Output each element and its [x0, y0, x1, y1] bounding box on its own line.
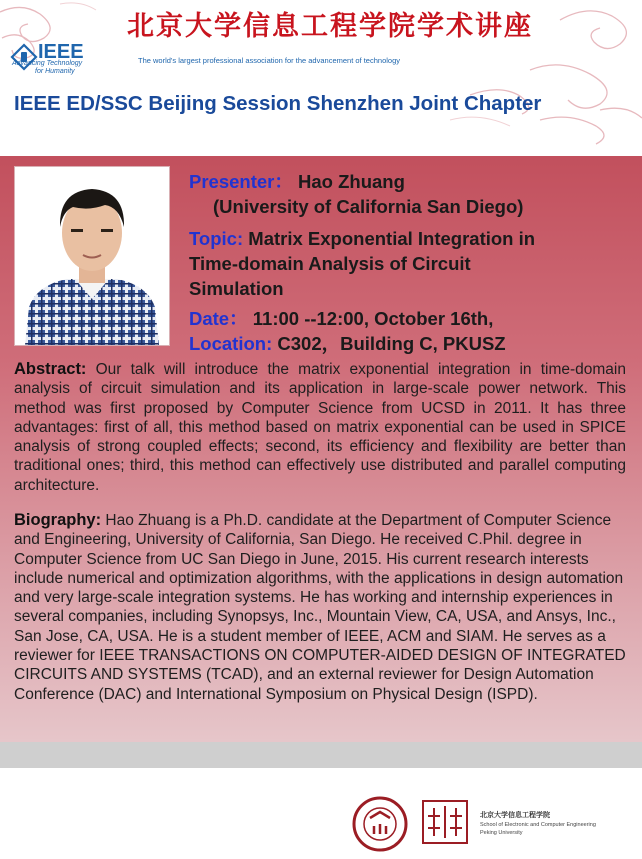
date-value: 11:00 --12:00, October 16th, [252, 308, 494, 329]
topic-text-line2: Time-domain Analysis of Circuit [189, 253, 471, 274]
lecture-info-panel [0, 156, 642, 742]
presenter-line [189, 168, 405, 194]
date-line [189, 305, 493, 331]
topic-text-line3: Simulation [189, 278, 284, 299]
chapter-title: IEEE ED/SSC Beijing Session Shenzhen Joint Chapter [14, 92, 542, 115]
presenter-portrait-illustration [15, 167, 169, 345]
abstract-heading: Abstract: [14, 360, 87, 378]
location-separator: : [266, 333, 273, 354]
poster-footer [0, 768, 642, 859]
location-value: C302，Building C, PKUSZ [277, 333, 506, 354]
ieee-tagline-line1: Advancing Technology [12, 60, 83, 67]
footer-band [0, 742, 642, 768]
cn-lecture-title: 北京大学信息工程学院学术讲座 [127, 11, 533, 42]
presenter-name: Hao Zhuang [298, 171, 405, 192]
topic-text-line1: Matrix Exponential Integration in [248, 228, 536, 249]
date-label: Date [189, 308, 230, 329]
presenter-label: Presenter [189, 171, 275, 192]
date-separator: ： [229, 308, 248, 329]
topic-label: Topic [189, 228, 237, 249]
presenter-separator: ： [274, 171, 293, 192]
school-name-cn: 北京大学信息工程学院 [480, 812, 550, 819]
presenter-photo [14, 166, 170, 346]
ieee-description: The world's largest professional association for the advancement of technology [138, 56, 400, 65]
topic-line [189, 228, 535, 250]
school-name-en-line2: Peking University [480, 830, 523, 836]
biography-heading: Biography: [14, 511, 102, 529]
abstract-text: Our talk will introduce the matrix exponential integration in time-domain analysis of circuit simulation and its application in large-scale power network. This method was first proposed by Computer Science from UCSD in 2011. It has three advantages: first of all, this method based on matrix exponential can be used in SPICE analysis of strong coupled effects; second, its efficiency and flexibility are better than traditional ones; third, this method can effectively use distributed and parallel computing architecture. [14, 361, 626, 494]
poster-header [0, 0, 642, 160]
ieee-wordmark: IEEE [38, 41, 84, 63]
abstract-section [14, 360, 626, 495]
location-line [189, 330, 506, 356]
presenter-affiliation: (University of California San Diego) [213, 196, 524, 217]
biography-section [14, 511, 626, 704]
location-label: Location [189, 333, 267, 354]
biography-text: Hao Zhuang is a Ph.D. candidate at the Department of Computer Science and Engineering, University of California, San Diego. He received C.Phil. degree in Computer Science from UC San Diego in June, 2015. His current research interests include numerical and optimization algorithms, with the applications in design automation and very large-scale integration systems. He has working and internship experiences in several companies, including Synopsys, Inc., Mountain View, CA, USA, and Ansys, Inc., San Jose, CA, USA. He is a student member of IEEE, ACM and SIAM. He serves as a reviewer for IEEE TRANSACTIONS ON COMPUTER-AIDED DESIGN OF INTEGRATED CIRCUITS AND SYSTEMS (TCAD), and an external reviewer for Design Automation Conference (DAC) and International Symposium on Physical Design (ISPD). [14, 512, 626, 703]
school-logo [420, 798, 470, 846]
pku-seal-logo [352, 796, 408, 852]
school-name-en-line1: School of Electronic and Computer Engineering [480, 822, 596, 828]
topic-separator: : [236, 228, 244, 249]
ieee-tagline-line2: for Humanity [35, 68, 75, 75]
